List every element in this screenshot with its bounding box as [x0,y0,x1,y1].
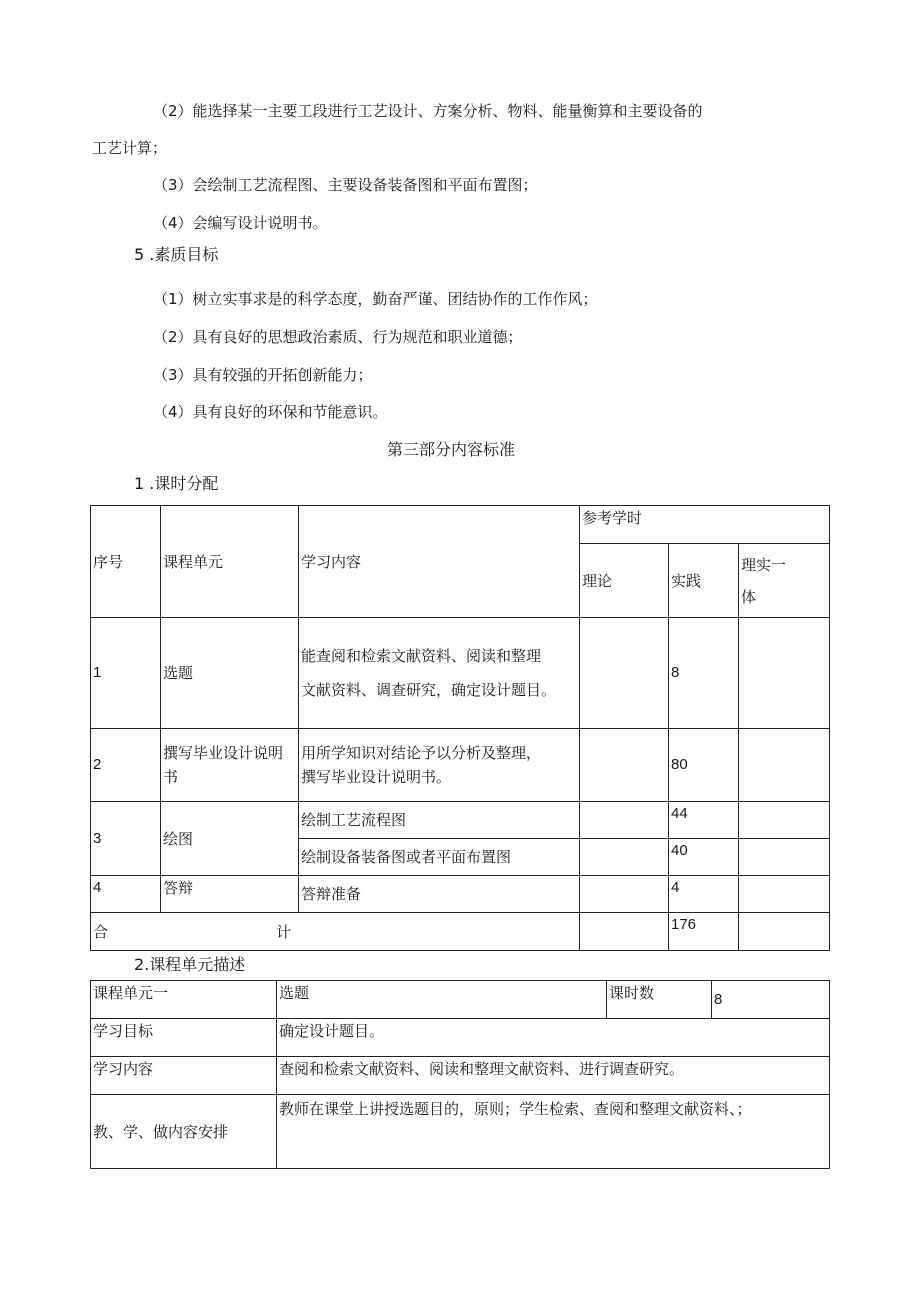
row2-practice: 80 [669,729,739,802]
paragraph-quality-2: （2）具有良好的思想政治素质、行为规范和职业道德； [153,328,523,346]
row2-unit-line1: 撰写毕业设计说明 [163,744,284,762]
row3b-practice: 40 [669,839,739,876]
row4-content: 答辩准备 [299,876,580,913]
paragraph-ability-4: （4）会编写设计说明书。 [153,214,328,232]
part-title: 第三部分内容标准 [387,440,516,459]
row3b-content: 绘制设备装备图或者平面布置图 [299,839,580,876]
paragraph-quality-3: （3）具有较强的开拓创新能力； [153,366,373,384]
row2-unit [161,729,299,802]
row2-unit-line2: 书 [163,768,179,786]
row2-content-line1: 用所学知识对结论予以分析及整理， [301,744,542,762]
row1-unit: 选题 [161,618,299,729]
arrange-label: 教、学、做内容安排 [91,1095,277,1169]
section-unit-description: 2.课程单元描述 [134,955,246,974]
content-label: 学习内容 [91,1057,277,1095]
total-theory [580,913,669,951]
row2-integrated [739,729,830,802]
row1-content [299,618,580,729]
goal-label: 学习目标 [91,1019,277,1057]
paragraph-quality-4: （4）具有良好的环保和节能意识。 [153,403,388,421]
row4-practice: 4 [669,876,739,913]
header-content: 学习内容 [299,506,580,618]
header-integrated [739,544,830,618]
unit-value: 选题 [277,981,607,1019]
row3-seq: 3 [91,802,161,876]
table-row [91,802,830,839]
hours-value: 8 [712,981,830,1019]
row4-unit: 答辩 [161,876,299,913]
row1-content-line2: 文献资料、调查研究，确定设计题目。 [301,681,557,699]
table-row [91,729,830,802]
paragraph-ability-2-cont: 工艺计算； [92,139,168,157]
table-row-total [91,913,830,951]
row3a-practice: 44 [669,802,739,839]
total-practice: 176 [669,913,739,951]
row3a-integrated [739,802,830,839]
row3b-integrated [739,839,830,876]
total-label-part1: 合 [93,922,109,941]
table-row [91,876,830,913]
header-unit: 课程单元 [161,506,299,618]
row4-seq: 4 [91,876,161,913]
row3a-theory [580,802,669,839]
paragraph-ability-2: （2）能选择某一主要工段进行工艺设计、方案分析、物料、能量衡算和主要设备的 [153,102,703,120]
header-integrated-line1: 理实一 [741,555,787,574]
row1-practice: 8 [669,618,739,729]
paragraph-ability-3: （3）会绘制工艺流程图、主要设备装备图和平面布置图； [153,176,538,194]
total-label [91,913,580,951]
row2-content-line2: 撰写毕业设计说明书。 [301,768,452,786]
row1-integrated [739,618,830,729]
content-value: 查阅和检索文献资料、阅读和整理文献资料、进行调查研究。 [277,1057,830,1095]
heading-quality-goals: 5 .素质目标 [134,245,219,264]
row2-theory [580,729,669,802]
row1-seq: 1 [91,618,161,729]
row4-integrated [739,876,830,913]
section-hours-allocation: 1 .课时分配 [134,474,219,493]
hours-allocation-table [90,505,830,951]
header-practice: 实践 [669,544,739,618]
row2-seq: 2 [91,729,161,802]
total-label-part2: 计 [276,922,292,941]
header-integrated-line2: 体 [741,587,757,606]
row2-content [299,729,580,802]
hours-label: 课时数 [607,981,712,1019]
header-reference-hours: 参考学时 [580,506,830,544]
unit-description-table [90,980,830,1169]
header-theory: 理论 [580,544,669,618]
row1-theory [580,618,669,729]
table-row [91,618,830,729]
goal-value: 确定设计题目。 [277,1019,830,1057]
arrange-value: 教师在课堂上讲授选题目的，原则；学生检索、查阅和整理文献资料、； [277,1095,830,1169]
row1-content-line1: 能查阅和检索文献资料、阅读和整理 [301,647,542,665]
row3a-content: 绘制工艺流程图 [299,802,580,839]
row3-unit: 绘图 [161,802,299,876]
paragraph-quality-1: （1）树立实事求是的科学态度，勤奋严谨、团结协作的工作作风； [153,290,598,308]
row4-theory [580,876,669,913]
header-seq: 序号 [91,506,161,618]
unit-label: 课程单元一 [91,981,277,1019]
row3b-theory [580,839,669,876]
total-integrated [739,913,830,951]
